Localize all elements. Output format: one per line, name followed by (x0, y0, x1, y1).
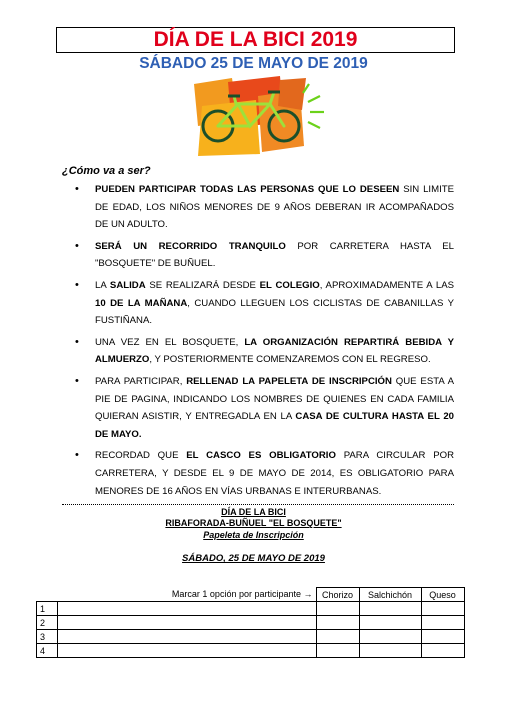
form-subtitle: Papeleta de Inscripción (203, 530, 304, 540)
queso-cell[interactable] (421, 644, 464, 658)
rule-text: , APROXIMADAMENTE A LAS (319, 279, 454, 291)
form-title: DÍA DE LA BICI (221, 507, 286, 517)
rule-item (70, 181, 454, 234)
rule-text: SE REALIZARÁ DESDE (145, 279, 260, 291)
rule-text-bold: EL CASCO ES OBLIGATORIO (186, 450, 336, 462)
rule-text-bold: SALIDA (109, 279, 146, 291)
rule-item (70, 334, 454, 369)
salchichon-cell[interactable] (359, 630, 421, 644)
salchichon-cell[interactable] (359, 616, 421, 630)
salchichon-cell[interactable] (359, 602, 421, 616)
rule-text-bold: 10 DE LA MAÑANA (95, 297, 188, 309)
name-field[interactable] (58, 616, 317, 630)
rule-item (70, 373, 454, 443)
row-number: 2 (37, 616, 58, 630)
rule-item (70, 277, 454, 330)
rule-text-bold: PUEDEN PARTICIPAR TODAS LAS PERSONAS QUE LO DESEEN (95, 184, 400, 195)
salchichon-cell[interactable] (359, 644, 421, 658)
rule-item (70, 238, 454, 273)
instruction-label: Marcar 1 opción por participante → (171, 589, 313, 600)
rule-text: SIN LIMITE DE EDAD, LOS NIÑOS MENORES DE 9 AÑOS DEBERAN IR ACOMPAÑADOS DE UN ADULTO. (95, 184, 454, 231)
cut-line (62, 504, 454, 505)
row-number: 1 (37, 602, 58, 616)
rule-text-bold: EL COLEGIO (259, 279, 320, 291)
queso-cell[interactable] (421, 616, 464, 630)
queso-cell[interactable] (421, 630, 464, 644)
form-date: SÁBADO, 25 DE MAYO DE 2019 (182, 553, 325, 564)
option-salchichon: Salchichón (359, 588, 421, 602)
option-chorizo: Chorizo (316, 588, 359, 602)
form-route: RIBAFORADA-BUÑUEL "EL BOSQUETE" (165, 518, 342, 528)
chorizo-cell[interactable] (316, 616, 359, 630)
name-field[interactable] (58, 644, 317, 658)
name-field[interactable] (58, 602, 317, 616)
rule-text: QUE ESTA A PIE DE PAGINA, INDICANDO LOS NOMBRES DE QUIENES EN CADA FAMILIA QUIERAN ASISTIR, Y ENTREGADLA EN LA (95, 375, 454, 423)
rule-text: , Y POSTERIORMENTE COMENZAREMOS CON EL REGRESO. (149, 354, 431, 366)
rule-text: PARA CIRCULAR POR CARRETERA, Y DESDE EL 9 DE MAYO DE 2014, ES OBLIGATORIO PARA MENORES DE 16 AÑOS EN VÍAS URBANAS E INTERURBANAS. (95, 450, 454, 497)
table-row (37, 630, 465, 644)
page-title: DÍA DE LA BICI 2019 (153, 28, 358, 51)
registration-table (36, 587, 465, 658)
rule-text: PARA PARTICIPAR, (95, 375, 187, 387)
title-box (56, 27, 455, 53)
table-header-row (37, 588, 465, 602)
rule-text: POR CARRETERA HASTA EL "BOSQUETE" DE BUÑUEL. (95, 240, 454, 270)
row-number: 4 (37, 644, 58, 658)
bicycle-illustration (188, 76, 326, 156)
intro-heading: ¿Cómo va a ser? (62, 165, 151, 177)
chorizo-cell[interactable] (316, 644, 359, 658)
table-row (37, 644, 465, 658)
rule-text-bold: RELLENAD LA PAPELETA DE INSCRIPCIÓN (186, 375, 392, 387)
table-row (37, 616, 465, 630)
table-row (37, 602, 465, 616)
event-date: SÁBADO 25 DE MAYO DE 2019 (139, 55, 368, 72)
rule-text-bold: SERÁ UN RECORRIDO TRANQUILO (95, 240, 286, 252)
rule-item (70, 447, 454, 500)
chorizo-cell[interactable] (316, 630, 359, 644)
queso-cell[interactable] (421, 602, 464, 616)
name-field[interactable] (58, 630, 317, 644)
rule-text: RECORDAD QUE (95, 450, 187, 462)
rule-text: , CUANDO LLEGUEN LOS CICLISTAS DE CABANILLAS Y FUSTIÑANA. (95, 297, 454, 327)
rule-text-bold: CASA DE CULTURA HASTA EL 20 DE MAYO. (95, 411, 455, 440)
rule-text-bold: LA ORGANIZACIÓN REPARTIRÁ BEBIDA Y ALMUERZO (95, 336, 454, 366)
option-queso: Queso (421, 588, 464, 602)
rule-text: LA (95, 279, 110, 291)
row-number: 3 (37, 630, 58, 644)
rules-list (70, 181, 454, 504)
chorizo-cell[interactable] (316, 602, 359, 616)
rule-text: UNA VEZ EN EL BOSQUETE, (95, 336, 245, 348)
